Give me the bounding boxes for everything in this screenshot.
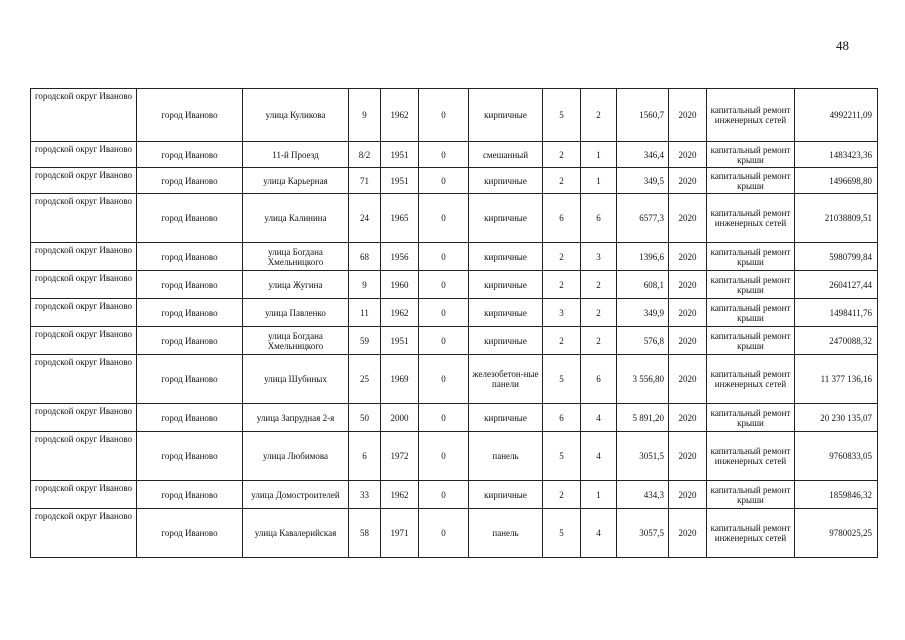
- param-cell: 0: [419, 299, 469, 327]
- house-number-cell: 33: [349, 481, 381, 509]
- build-year-cell: 1962: [381, 481, 419, 509]
- build-year-cell: 1971: [381, 509, 419, 558]
- build-year-cell: 1962: [381, 89, 419, 142]
- page-number: 48: [836, 38, 849, 53]
- wall-material-cell: смешанный: [469, 142, 543, 168]
- entrances-cell: 2: [581, 271, 617, 299]
- plan-year-cell: 2020: [669, 194, 707, 243]
- street-cell: улица Карьерная: [243, 168, 349, 194]
- settlement-cell: город Иваново: [137, 271, 243, 299]
- plan-year-cell: 2020: [669, 432, 707, 481]
- settlement-cell: город Иваново: [137, 168, 243, 194]
- build-year-cell: 1969: [381, 355, 419, 404]
- param-cell: 0: [419, 432, 469, 481]
- street-cell: улица Богдана Хмельницкого: [243, 243, 349, 271]
- street-cell: улица Калинина: [243, 194, 349, 243]
- area-cell: 3057,5: [617, 509, 669, 558]
- plan-year-cell: 2020: [669, 404, 707, 432]
- house-number-cell: 58: [349, 509, 381, 558]
- plan-year-cell: 2020: [669, 299, 707, 327]
- work-type-cell: капитальный ремонт инженерных сетей: [707, 432, 795, 481]
- floors-cell: 2: [543, 168, 581, 194]
- build-year-cell: 1965: [381, 194, 419, 243]
- house-number-cell: 9: [349, 89, 381, 142]
- entrances-cell: 2: [581, 327, 617, 355]
- wall-material-cell: кирпичные: [469, 194, 543, 243]
- entrances-cell: 4: [581, 404, 617, 432]
- table-row: [31, 243, 878, 271]
- floors-cell: 2: [543, 481, 581, 509]
- param-cell: 0: [419, 89, 469, 142]
- settlement-cell: город Иваново: [137, 243, 243, 271]
- area-cell: 1560,7: [617, 89, 669, 142]
- district-cell: городской округ Иваново: [31, 355, 137, 404]
- cost-cell: 2604127,44: [795, 271, 878, 299]
- table-row: [31, 432, 878, 481]
- area-cell: 349,9: [617, 299, 669, 327]
- work-type-cell: капитальный ремонт крыши: [707, 142, 795, 168]
- area-cell: 3 556,80: [617, 355, 669, 404]
- plan-year-cell: 2020: [669, 168, 707, 194]
- street-cell: улица Куликова: [243, 89, 349, 142]
- house-number-cell: 6: [349, 432, 381, 481]
- work-type-cell: капитальный ремонт инженерных сетей: [707, 194, 795, 243]
- street-cell: улица Павленко: [243, 299, 349, 327]
- param-cell: 0: [419, 404, 469, 432]
- cost-cell: 9780025,25: [795, 509, 878, 558]
- cost-cell: 1498411,76: [795, 299, 878, 327]
- area-cell: 576,8: [617, 327, 669, 355]
- table-row: [31, 271, 878, 299]
- house-number-cell: 50: [349, 404, 381, 432]
- cost-cell: 9760833,05: [795, 432, 878, 481]
- area-cell: 346,4: [617, 142, 669, 168]
- param-cell: 0: [419, 355, 469, 404]
- wall-material-cell: кирпичные: [469, 168, 543, 194]
- param-cell: 0: [419, 168, 469, 194]
- district-cell: городской округ Иваново: [31, 299, 137, 327]
- street-cell: улица Домостроителей: [243, 481, 349, 509]
- entrances-cell: 1: [581, 168, 617, 194]
- table-row: [31, 509, 878, 558]
- plan-year-cell: 2020: [669, 142, 707, 168]
- area-cell: 434,3: [617, 481, 669, 509]
- param-cell: 0: [419, 271, 469, 299]
- settlement-cell: город Иваново: [137, 404, 243, 432]
- work-type-cell: капитальный ремонт крыши: [707, 243, 795, 271]
- street-cell: улица Богдана Хмельницкого: [243, 327, 349, 355]
- floors-cell: 2: [543, 142, 581, 168]
- district-cell: городской округ Иваново: [31, 481, 137, 509]
- district-cell: городской округ Иваново: [31, 194, 137, 243]
- settlement-cell: город Иваново: [137, 432, 243, 481]
- district-cell: городской округ Иваново: [31, 432, 137, 481]
- district-cell: городской округ Иваново: [31, 243, 137, 271]
- wall-material-cell: кирпичные: [469, 327, 543, 355]
- house-number-cell: 59: [349, 327, 381, 355]
- build-year-cell: 1956: [381, 243, 419, 271]
- street-cell: улица Кавалерийская: [243, 509, 349, 558]
- house-number-cell: 9: [349, 271, 381, 299]
- area-cell: 349,5: [617, 168, 669, 194]
- work-type-cell: капитальный ремонт крыши: [707, 327, 795, 355]
- district-cell: городской округ Иваново: [31, 142, 137, 168]
- param-cell: 0: [419, 243, 469, 271]
- floors-cell: 6: [543, 194, 581, 243]
- param-cell: 0: [419, 327, 469, 355]
- floors-cell: 2: [543, 271, 581, 299]
- work-type-cell: капитальный ремонт инженерных сетей: [707, 355, 795, 404]
- table-row: [31, 481, 878, 509]
- wall-material-cell: кирпичные: [469, 271, 543, 299]
- plan-year-cell: 2020: [669, 509, 707, 558]
- param-cell: 0: [419, 142, 469, 168]
- wall-material-cell: кирпичные: [469, 404, 543, 432]
- district-cell: городской округ Иваново: [31, 509, 137, 558]
- floors-cell: 6: [543, 404, 581, 432]
- entrances-cell: 4: [581, 509, 617, 558]
- district-cell: городской округ Иваново: [31, 89, 137, 142]
- floors-cell: 2: [543, 327, 581, 355]
- build-year-cell: 1962: [381, 299, 419, 327]
- plan-year-cell: 2020: [669, 355, 707, 404]
- entrances-cell: 2: [581, 299, 617, 327]
- district-cell: городской округ Иваново: [31, 404, 137, 432]
- district-cell: городской округ Иваново: [31, 271, 137, 299]
- param-cell: 0: [419, 481, 469, 509]
- street-cell: 11-й Проезд: [243, 142, 349, 168]
- settlement-cell: город Иваново: [137, 299, 243, 327]
- entrances-cell: 4: [581, 432, 617, 481]
- work-type-cell: капитальный ремонт крыши: [707, 168, 795, 194]
- work-type-cell: капитальный ремонт крыши: [707, 299, 795, 327]
- street-cell: улица Любимова: [243, 432, 349, 481]
- settlement-cell: город Иваново: [137, 89, 243, 142]
- settlement-cell: город Иваново: [137, 327, 243, 355]
- build-year-cell: 1960: [381, 271, 419, 299]
- work-type-cell: капитальный ремонт крыши: [707, 404, 795, 432]
- street-cell: улица Жугина: [243, 271, 349, 299]
- wall-material-cell: железобетон-ные панели: [469, 355, 543, 404]
- house-number-cell: 71: [349, 168, 381, 194]
- entrances-cell: 6: [581, 194, 617, 243]
- settlement-cell: город Иваново: [137, 509, 243, 558]
- cost-cell: 20 230 135,07: [795, 404, 878, 432]
- cost-cell: 1483423,36: [795, 142, 878, 168]
- floors-cell: 2: [543, 243, 581, 271]
- wall-material-cell: кирпичные: [469, 481, 543, 509]
- table-body: [31, 89, 878, 558]
- wall-material-cell: панель: [469, 509, 543, 558]
- table-row: [31, 89, 878, 142]
- entrances-cell: 6: [581, 355, 617, 404]
- param-cell: 0: [419, 509, 469, 558]
- entrances-cell: 1: [581, 142, 617, 168]
- entrances-cell: 2: [581, 89, 617, 142]
- cost-cell: 2470088,32: [795, 327, 878, 355]
- cost-cell: 4992211,09: [795, 89, 878, 142]
- floors-cell: 5: [543, 432, 581, 481]
- area-cell: 608,1: [617, 271, 669, 299]
- district-cell: городской округ Иваново: [31, 168, 137, 194]
- table-row: [31, 299, 878, 327]
- wall-material-cell: кирпичные: [469, 243, 543, 271]
- table-row: [31, 404, 878, 432]
- wall-material-cell: кирпичные: [469, 89, 543, 142]
- work-type-cell: капитальный ремонт инженерных сетей: [707, 89, 795, 142]
- area-cell: 6577,3: [617, 194, 669, 243]
- floors-cell: 5: [543, 355, 581, 404]
- work-type-cell: капитальный ремонт крыши: [707, 481, 795, 509]
- cost-cell: 1859846,32: [795, 481, 878, 509]
- district-cell: городской округ Иваново: [31, 327, 137, 355]
- floors-cell: 5: [543, 509, 581, 558]
- settlement-cell: город Иваново: [137, 481, 243, 509]
- street-cell: улица Запрудная 2-я: [243, 404, 349, 432]
- table-row: [31, 194, 878, 243]
- plan-year-cell: 2020: [669, 243, 707, 271]
- plan-year-cell: 2020: [669, 271, 707, 299]
- param-cell: 0: [419, 194, 469, 243]
- wall-material-cell: кирпичные: [469, 299, 543, 327]
- house-number-cell: 25: [349, 355, 381, 404]
- table-row: [31, 142, 878, 168]
- housing-repair-table: [30, 88, 878, 558]
- cost-cell: 5980799,84: [795, 243, 878, 271]
- cost-cell: 21038809,51: [795, 194, 878, 243]
- street-cell: улица Шубиных: [243, 355, 349, 404]
- table-row: [31, 168, 878, 194]
- settlement-cell: город Иваново: [137, 355, 243, 404]
- build-year-cell: 1951: [381, 142, 419, 168]
- settlement-cell: город Иваново: [137, 194, 243, 243]
- house-number-cell: 8/2: [349, 142, 381, 168]
- house-number-cell: 68: [349, 243, 381, 271]
- settlement-cell: город Иваново: [137, 142, 243, 168]
- work-type-cell: капитальный ремонт крыши: [707, 271, 795, 299]
- area-cell: 5 891,20: [617, 404, 669, 432]
- cost-cell: 1496698,80: [795, 168, 878, 194]
- wall-material-cell: панель: [469, 432, 543, 481]
- floors-cell: 5: [543, 89, 581, 142]
- build-year-cell: 1972: [381, 432, 419, 481]
- entrances-cell: 3: [581, 243, 617, 271]
- table-row: [31, 355, 878, 404]
- cost-cell: 11 377 136,16: [795, 355, 878, 404]
- work-type-cell: капитальный ремонт инженерных сетей: [707, 509, 795, 558]
- plan-year-cell: 2020: [669, 89, 707, 142]
- build-year-cell: 2000: [381, 404, 419, 432]
- area-cell: 3051,5: [617, 432, 669, 481]
- entrances-cell: 1: [581, 481, 617, 509]
- house-number-cell: 11: [349, 299, 381, 327]
- build-year-cell: 1951: [381, 168, 419, 194]
- build-year-cell: 1951: [381, 327, 419, 355]
- area-cell: 1396,6: [617, 243, 669, 271]
- plan-year-cell: 2020: [669, 327, 707, 355]
- table-row: [31, 327, 878, 355]
- house-number-cell: 24: [349, 194, 381, 243]
- plan-year-cell: 2020: [669, 481, 707, 509]
- floors-cell: 3: [543, 299, 581, 327]
